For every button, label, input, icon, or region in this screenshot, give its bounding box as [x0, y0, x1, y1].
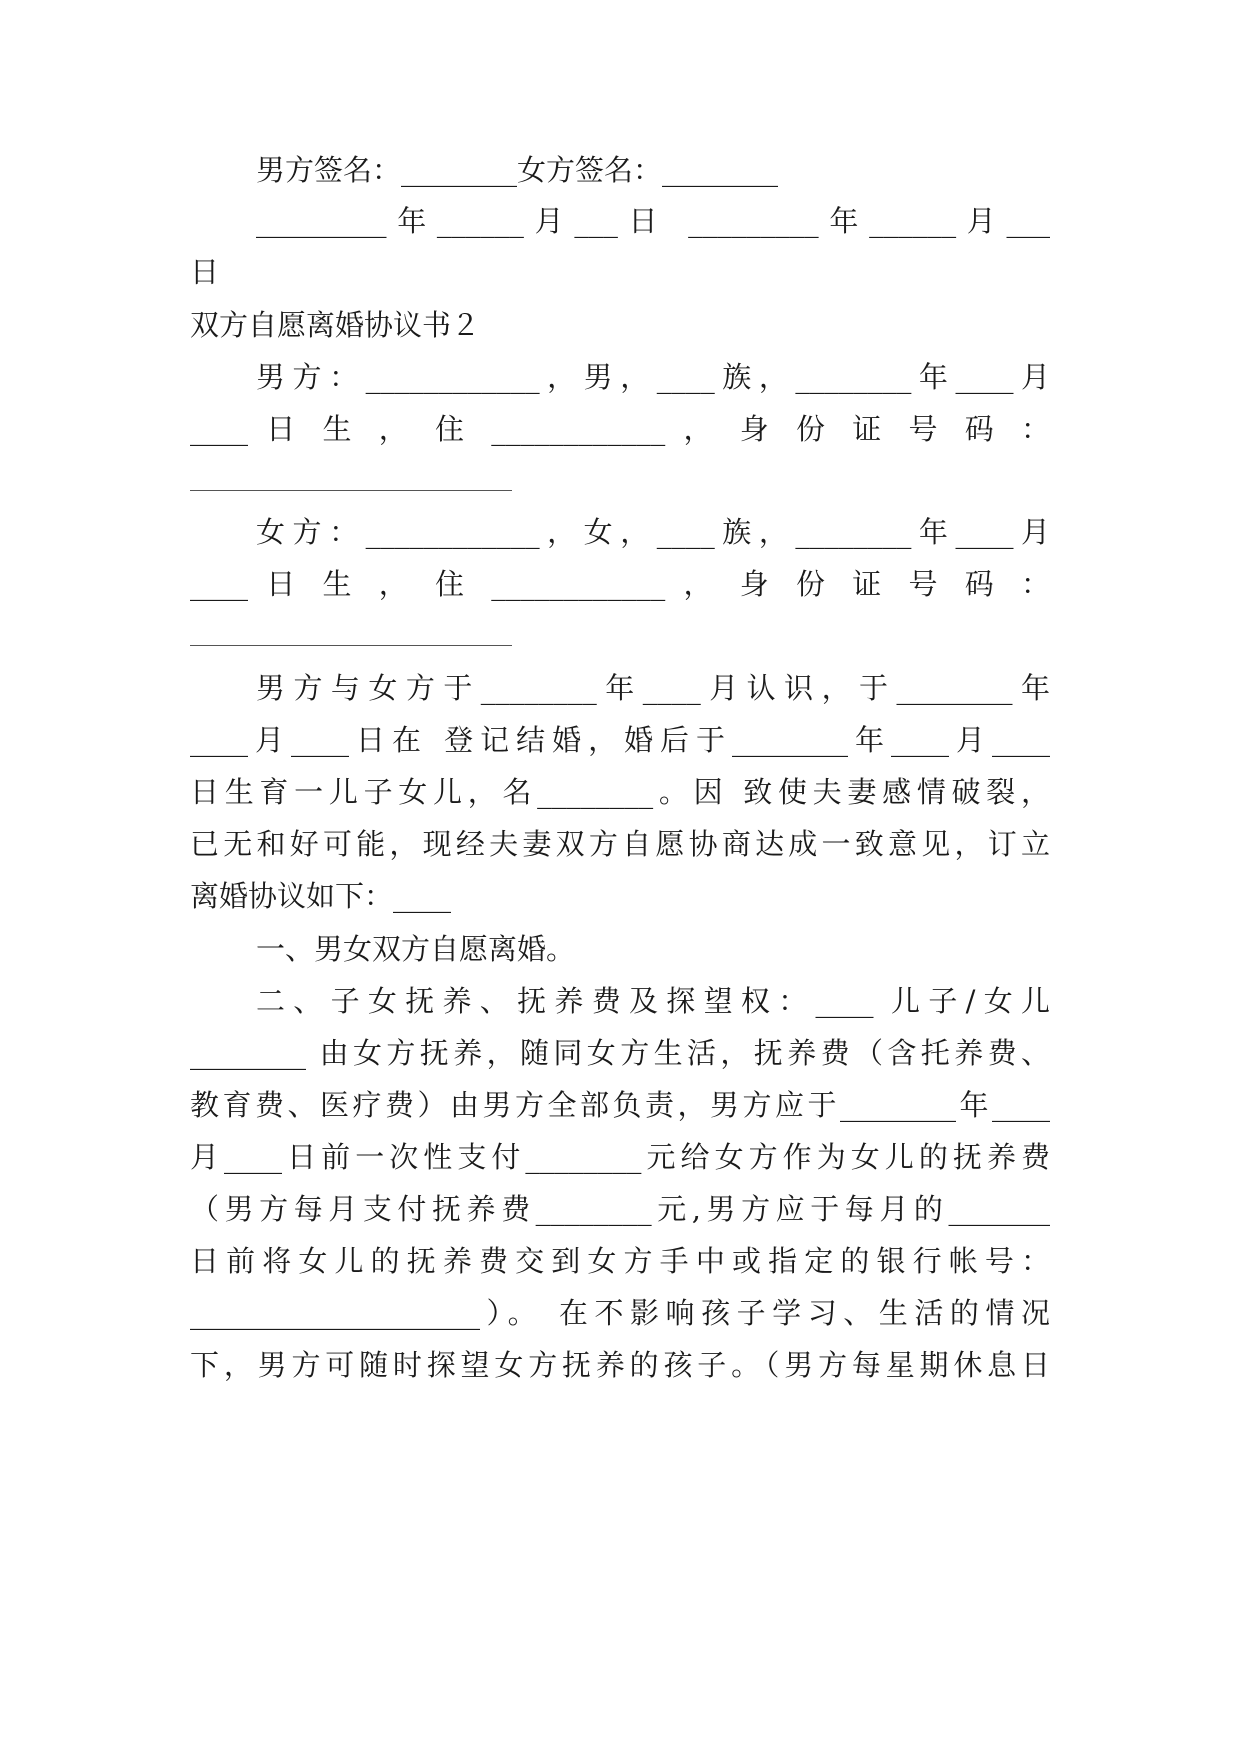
clause-two-line: 月____日前一次性支付________元给女方作为女儿的抚养费: [190, 1140, 1050, 1174]
date-line: _________年______月___日 _________年______月___: [256, 204, 1050, 238]
clause-one: 一、男女双方自愿离婚。: [256, 932, 576, 966]
paragraph-line: ____月____日在 登记结婚，婚后于________年____月____: [190, 723, 1050, 757]
paragraph-line: 日生育一儿子女儿，名________。因 致使夫妻感情破裂，: [190, 775, 1050, 809]
clause-two-line: 教育费、医疗费）由男方全部负责，男方应于________年____: [190, 1088, 1050, 1122]
section-title: 双方自愿离婚协议书２: [190, 308, 481, 342]
clause-two-line: ________ 由女方抚养，随同女方生活，抚养费（含托养费、: [190, 1036, 1050, 1070]
clause-two-line: ____________________）。 在不影响孩子学习、生活的情况: [190, 1296, 1050, 1330]
signature-line: 男方签名：________女方签名：________: [256, 153, 779, 187]
male-party-address-line: ____ 日 生 ， 住 ____________ ， 身 份 证 号 码 ：: [190, 412, 1050, 446]
paragraph-line: 离婚协议如下：____: [190, 879, 452, 913]
male-id-number-blank: [190, 490, 512, 491]
clause-two-line: 日前将女儿的抚养费交到女方手中或指定的银行帐号：: [190, 1244, 1050, 1278]
clause-two-line: 二、子女抚养、抚养费及探望权：____ 儿子/女儿: [256, 984, 1050, 1018]
date-line-continuation: 日: [190, 255, 220, 289]
male-party-line: 男方：____________，男，____族，________年____月: [256, 360, 1050, 394]
paragraph-line: 男方与女方于________年____月认识，于________年: [256, 671, 1050, 705]
clause-two-line: 下，男方可随时探望女方抚养的孩子。（男方每星期休息日: [190, 1348, 1050, 1382]
female-party-address-line: ____ 日 生 ， 住 ____________ ， 身 份 证 号 码 ：: [190, 567, 1050, 601]
clause-two-line: （男方每月支付抚养费________元,男方应于每月的_______: [190, 1192, 1050, 1226]
female-id-number-blank: [190, 645, 512, 646]
paragraph-line: 已无和好可能，现经夫妻双方自愿协商达成一致意见，订立: [190, 827, 1050, 861]
female-party-line: 女方：____________，女，____族，________年____月: [256, 515, 1050, 549]
